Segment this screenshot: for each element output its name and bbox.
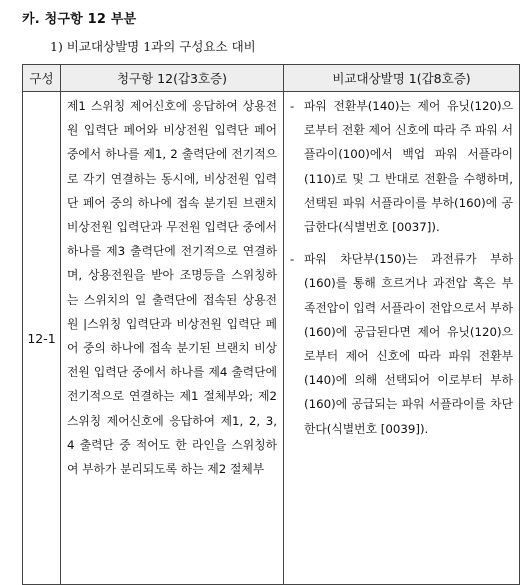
comparison-table	[22, 64, 520, 585]
reference-list	[290, 94, 513, 441]
header-claim: 청구항 12(갑3호증)	[61, 65, 284, 92]
table-header-row	[23, 65, 520, 92]
reference-cell	[284, 92, 520, 585]
list-item	[290, 247, 513, 441]
bullet-dash: -	[290, 99, 295, 113]
row-label: 12-1	[23, 92, 61, 585]
bullet-dash: -	[290, 252, 295, 267]
list-item	[290, 94, 513, 239]
reference-item-text: 파워 차단부(150)는 과전류가 부하(160)를 통해 흐르거나 과전압 혹은 부족전압이 입력 서플라이 전압으로서 부하(160)에 공급된다면 제어 유닛(120)으로부터 제어 신호에 따라 파워 전환부(140)에 의해 선택되어 이로부터 부하(160)에 공급되는 파워 서플라이를 차단한다(식별번호 [0039]).	[304, 252, 513, 436]
subsection-title: 1) 비교대상발명 1과의 구성요소 대비	[50, 39, 256, 54]
claim-text: 제1 스위칭 제어신호에 응답하여 상용전원 입력단 페어와 비상전원 입력단 페어 중에서 하나를 제1, 2 출력단에 전기적으로 각기 연결하는 동시에, 비상전원 입력단 페어 중의 하나에 접속 분기된 브랜치 비상전원 입력단과 무전원 입력단 중에서 하나를 제3 출력단에 전기적으로 연결하며, 상용전원을 받아 조명등을 스위칭하는 스위치의 일 출력단에 접속된 상용전원 |스위칭 입력단과 비상전원 입력단 페어 중의 하나에 접속 분기된 브랜치 비상전원 입력단 중에서 하나를 제4 출력단에 전기적으로 연결하는 제1 절체부와; 제2 스위칭 제어신호에 응답하여 제1, 2, 3, 4 출력단 중 적어도 한 라인을 스위칭하여 부하가 분리되도록 하는 제2 절체부	[61, 92, 284, 585]
header-reference: 비교대상발명 1(갑8호증)	[284, 65, 520, 92]
header-composition: 구성	[23, 65, 61, 92]
reference-item-text: 파워 전환부(140)는 제어 유닛(120)으로부터 전환 제어 신호에 따라 주 파워 서플라이(100)에서 백업 파워 서플라이(110)로 및 그 반대로 전환을 수행하며, 선택된 파워 서플라이를 부하(160)에 공급한다(식별번호 [0037]).	[304, 99, 513, 235]
section-title: 카. 청구항 12 부분	[22, 12, 137, 27]
table-row	[23, 92, 520, 585]
